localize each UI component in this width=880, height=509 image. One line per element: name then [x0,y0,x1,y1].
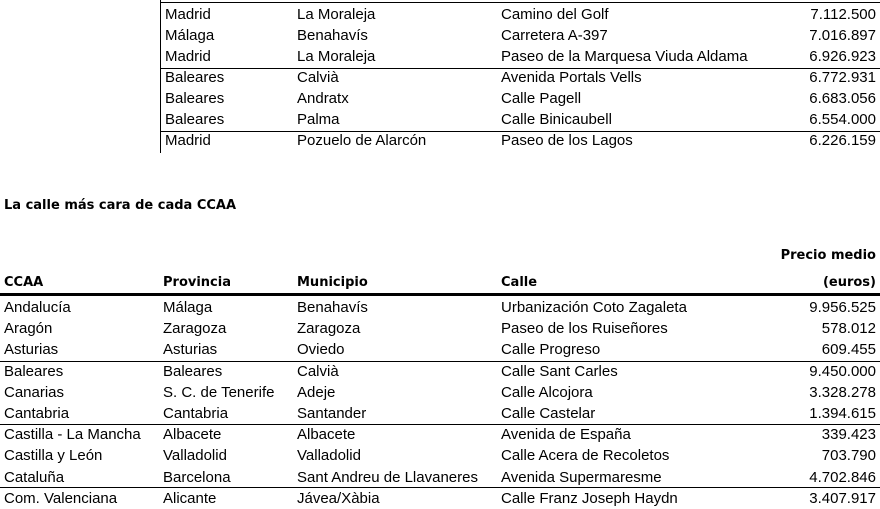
top-cell-precio: 7.016.897 [809,27,876,44]
cell-precio: 3.328.278 [809,383,876,401]
cell-precio: 3.407.917 [809,489,876,507]
cell-ccaa: Cataluña [4,468,65,486]
top-cell-ccaa: Madrid [165,48,211,65]
top-cell-calle: Camino del Golf [501,6,609,23]
cell-municipio: Jávea/Xàbia [297,489,380,507]
cell-calle: Paseo de los Ruiseñores [501,320,668,338]
cell-provincia: Málaga [163,299,213,316]
cell-provincia: S. C. de Tenerife [163,383,275,401]
main-table-group-rule [0,361,880,362]
header-calle: Calle [501,275,538,290]
cell-precio: 703.790 [821,447,876,465]
top-cell-ccaa: Madrid [165,6,211,23]
cell-municipio: Oviedo [297,341,345,359]
cell-calle: Calle Progreso [501,341,601,359]
cell-ccaa: Castilla y León [4,447,103,465]
cell-ccaa: Baleares [4,362,64,380]
top-cell-calle: Carretera A-397 [501,27,608,44]
cell-municipio: Albacete [297,426,356,444]
top-cell-precio: 7.112.500 [810,6,876,23]
cell-municipio: Benahavís [297,299,368,316]
cell-ccaa: Com. Valenciana [4,489,118,507]
top-cell-precio: 6.683.056 [809,90,876,107]
top-cell-precio: 6.926.923 [809,48,876,65]
cell-calle: Avenida Supermaresme [501,468,662,486]
top-cell-ccaa: Baleares [165,90,225,107]
cell-ccaa: Asturias [4,341,59,359]
cell-provincia: Valladolid [163,447,227,465]
top-cell-calle: Paseo de la Marquesa Viuda Aldama [501,48,748,65]
top-cell-calle: Calle Pagell [501,90,582,107]
cell-municipio: Zaragoza [297,320,361,338]
cell-calle: Urbanización Coto Zagaleta [501,299,687,316]
cell-provincia: Albacete [163,426,222,444]
cell-calle: Calle Castelar [501,405,596,422]
cell-calle: Calle Sant Carles [501,362,618,380]
cell-municipio: Adeje [297,383,336,401]
top-cell-municipio: La Moraleja [297,48,376,65]
top-cell-municipio: Andratx [297,90,349,107]
main-table-group-rule [0,487,880,488]
cell-provincia: Asturias [163,341,218,359]
top-cell-municipio: Palma [297,111,340,128]
header-precio-line1: Precio medio [780,248,876,263]
cell-calle: Calle Acera de Recoletos [501,447,670,465]
cell-precio: 609.455 [821,341,876,359]
top-table-top-border [160,2,880,3]
top-cell-ccaa: Baleares [165,111,225,128]
cell-provincia: Cantabria [163,405,229,422]
top-cell-municipio: La Moraleja [297,6,376,23]
cell-precio: 4.702.846 [809,468,876,486]
cell-municipio: Calvià [297,362,339,380]
header-precio-line2: (euros) [822,275,876,290]
cell-precio: 9.450.000 [809,362,876,380]
top-table-group-rule [160,131,880,132]
top-cell-calle: Paseo de los Lagos [501,132,633,149]
top-cell-municipio: Calvià [297,69,339,86]
cell-municipio: Santander [297,405,367,422]
cell-municipio: Valladolid [297,447,361,465]
top-cell-ccaa: Madrid [165,132,211,149]
header-ccaa: CCAA [4,275,44,290]
cell-ccaa: Andalucía [4,299,71,316]
top-cell-ccaa: Baleares [165,69,225,86]
cell-precio: 578.012 [821,320,876,338]
top-cell-precio: 6.772.931 [809,69,876,86]
cell-precio: 9.956.525 [809,299,876,316]
cell-ccaa: Canarias [4,383,65,401]
cell-provincia: Barcelona [163,468,231,486]
top-cell-precio: 6.226.159 [809,132,876,149]
cell-municipio: Sant Andreu de Llavaneres [297,468,478,486]
top-cell-calle: Calle Binicaubell [501,111,612,128]
top-cell-precio: 6.554.000 [809,111,876,128]
top-cell-municipio: Pozuelo de Alarcón [297,132,427,149]
cell-precio: 339.423 [821,426,876,444]
cell-ccaa: Aragón [4,320,53,338]
cell-calle: Calle Alcojora [501,383,593,401]
header-provincia: Provincia [163,275,231,290]
cell-ccaa: Castilla - La Mancha [4,426,141,444]
section-title: La calle más cara de cada CCAA [4,198,237,213]
cell-provincia: Zaragoza [163,320,227,338]
cell-provincia: Baleares [163,362,223,380]
top-cell-calle: Avenida Portals Vells [501,69,642,86]
cell-ccaa: Cantabria [4,405,70,422]
cell-precio: 1.394.615 [809,405,876,422]
main-table-group-rule [0,424,880,425]
top-cell-ccaa: Málaga [165,27,215,44]
top-cell-municipio: Benahavís [297,27,368,44]
header-municipio: Municipio [297,275,368,290]
cell-provincia: Alicante [163,489,217,507]
cell-calle: Avenida de España [501,426,631,444]
cell-calle: Calle Franz Joseph Haydn [501,489,678,507]
main-table-header-rule [0,293,880,296]
top-table-group-rule [160,68,880,69]
